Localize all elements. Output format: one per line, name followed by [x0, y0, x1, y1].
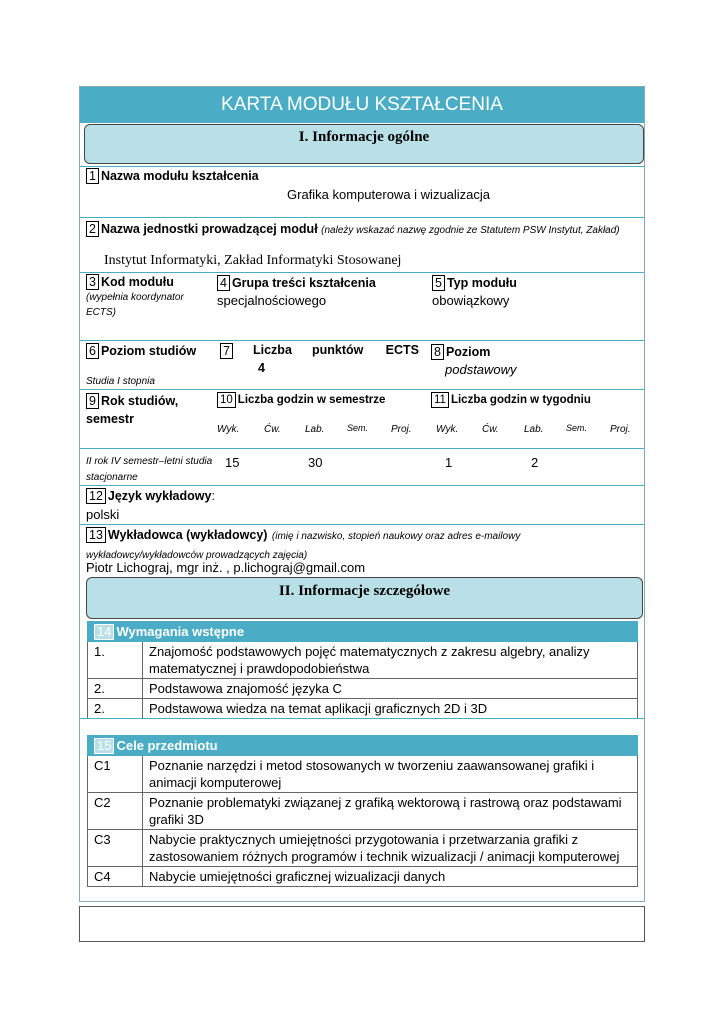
field-label: Język wykładowy: [107, 489, 212, 503]
semester-lab-hours: 30: [308, 455, 323, 470]
field-label: Nazwa modułu kształcenia: [100, 169, 259, 183]
lecturer-value: Piotr Lichograj, mgr inż. , p.lichograj@gmail.com: [86, 560, 366, 575]
field-10-label: [217, 392, 385, 408]
field-label: Rok studiów, semestr: [86, 394, 179, 426]
field-label-part: Liczba: [253, 343, 292, 357]
field-label: Nazwa jednostki prowadzącej moduł: [100, 222, 318, 236]
divider: [80, 166, 644, 167]
field-label: Grupa treści kształcenia: [231, 276, 376, 290]
table-row: [88, 830, 638, 867]
divider: [80, 485, 644, 486]
row-text: Nabycie umiejętności graficznej wizualizacji danych: [143, 867, 638, 887]
field-colon: :: [211, 489, 215, 503]
row-id: C1: [88, 756, 143, 793]
table-row: [88, 699, 638, 719]
col-lecture: Wyk.: [436, 424, 459, 435]
section-general-title: I. Informacje ogólne: [298, 129, 430, 145]
col-exercises: Ćw.: [264, 424, 281, 435]
field-number: 12: [86, 488, 106, 504]
module-name-value: Grafika komputerowa i wizualizacja: [287, 187, 491, 202]
field-note: (należy wskazać nazwę zgodnie ze Statutem PSW Instytut, Zakład): [321, 225, 620, 236]
field-number: 5: [432, 275, 445, 291]
year-semester-value: II rok IV semestr–letni studia stacjonarne: [86, 456, 213, 483]
field-number: 3: [86, 274, 99, 290]
table-row: [88, 642, 638, 679]
row-text: Podstawowa wiedza na temat aplikacji graficznych 2D i 3D: [143, 699, 638, 719]
unit-name-value: Instytut Informatyki, Zakład Informatyki Stosowanej: [104, 253, 402, 268]
field-number: 1: [86, 168, 99, 184]
row-text: Znajomość podstawowych pojęć matematycznych z zakresu algebry, analizy matematycznej i prawdopodobieństwa: [143, 642, 638, 679]
row-id: C4: [88, 867, 143, 887]
requirements-table: [87, 621, 638, 719]
row-id: 2.: [88, 699, 143, 719]
col-project: Proj.: [610, 424, 631, 435]
field-number: 9: [86, 393, 99, 409]
field-note: (wypełnia koordynator ECTS): [86, 292, 184, 318]
table-row: [88, 793, 638, 830]
field-label: Poziom: [445, 345, 491, 359]
divider: [80, 448, 644, 449]
row-id: 1.: [88, 642, 143, 679]
col-lab: Lab.: [305, 424, 325, 435]
field-label-part: punktów: [312, 343, 364, 357]
table-row: [88, 756, 638, 793]
weekly-lab-hours: 2: [531, 455, 539, 470]
field-label: Liczba godzin w tygodniu: [450, 394, 591, 406]
row-text: Podstawowa znajomość języka C: [143, 679, 638, 699]
divider: [80, 524, 644, 525]
field-number: 2: [86, 221, 99, 237]
field-number: 6: [86, 343, 99, 359]
section-general-header: [84, 124, 644, 164]
field-number: 14: [94, 624, 114, 640]
row-id: 2.: [88, 679, 143, 699]
field-number: 8: [431, 344, 444, 360]
language-value: polski: [86, 507, 120, 522]
level-value: podstawowy: [445, 362, 517, 377]
row-text: Poznanie narzędzi i metod stosowanych w tworzeniu zaawansowanej grafiki i animacji komputerowej: [143, 756, 638, 793]
goals-header: [88, 736, 638, 756]
divider: [80, 217, 644, 218]
section-detail-title: II. Informacje szczegółowe: [278, 583, 451, 599]
divider: [80, 718, 644, 719]
content-group-value: specjalnościowego: [217, 293, 327, 308]
study-level-value: Studia I stopnia: [86, 376, 155, 387]
section-detail-header: [86, 577, 643, 619]
field-5: [432, 274, 517, 310]
row-text: Poznanie problematyki związanej z grafiką wektorową i rastrową oraz podstawami grafiki 3D: [143, 793, 638, 830]
goals-table: [87, 735, 638, 887]
field-label: Kod modułu: [100, 275, 174, 289]
field-label: Wykładowca (wykładowcy): [107, 528, 268, 542]
weekly-lecture-hours: 1: [445, 455, 453, 470]
col-exercises: Ćw.: [482, 424, 499, 435]
field-number: 10: [217, 392, 236, 408]
field-number: 11: [431, 392, 449, 408]
field-label-part: ECTS: [385, 343, 419, 357]
field-number: 7: [220, 343, 233, 359]
requirements-title: Wymagania wstępne: [116, 624, 245, 639]
field-9-label: [86, 392, 214, 428]
requirements-header: [88, 622, 638, 642]
table-row: [88, 679, 638, 699]
field-label: Typ modułu: [446, 276, 517, 290]
col-seminar: Sem.: [566, 423, 588, 433]
col-lab: Lab.: [524, 424, 544, 435]
row-text: Nabycie praktycznych umiejętności przygotowania i przetwarzania grafiki z zastosowaniem różnych programów i technik wizualizacji / animacji komputerowej: [143, 830, 638, 867]
field-11-label: [431, 392, 591, 408]
field-4: [217, 274, 376, 310]
field-number: 13: [86, 527, 106, 543]
field-number: 15: [94, 738, 114, 754]
field-label: Poziom studiów: [100, 344, 197, 358]
divider: [80, 389, 644, 390]
page-title: KARTA MODUŁU KSZTAŁCENIA: [80, 87, 644, 123]
module-type-value: obowiązkowy: [432, 293, 510, 308]
field-7-label: [220, 343, 427, 359]
divider: [80, 340, 644, 341]
col-seminar: Sem.: [347, 423, 369, 433]
empty-bottom-box: [79, 906, 645, 942]
row-id: C3: [88, 830, 143, 867]
col-project: Proj.: [391, 424, 412, 435]
row-id: C2: [88, 793, 143, 830]
divider: [80, 272, 644, 273]
field-note: (imię i nazwisko, stopień naukowy oraz adres e-mailowy wykładowcy/wykładowców prowadzących zajęcia): [86, 531, 521, 561]
field-number: 4: [217, 275, 230, 291]
goals-title: Cele przedmiotu: [116, 738, 218, 753]
field-1-label: [86, 168, 259, 184]
ects-points-value: 4: [258, 361, 265, 375]
field-6-label: [86, 343, 196, 359]
field-8: [431, 343, 517, 379]
col-lecture: Wyk.: [217, 424, 240, 435]
field-13-label: [86, 526, 638, 564]
field-label: Liczba godzin w semestrze: [237, 394, 386, 406]
semester-lecture-hours: 15: [225, 455, 240, 470]
field-12-label: [86, 488, 215, 504]
table-row: [88, 867, 638, 887]
field-2-label: [86, 221, 638, 238]
field-3: [86, 274, 214, 320]
